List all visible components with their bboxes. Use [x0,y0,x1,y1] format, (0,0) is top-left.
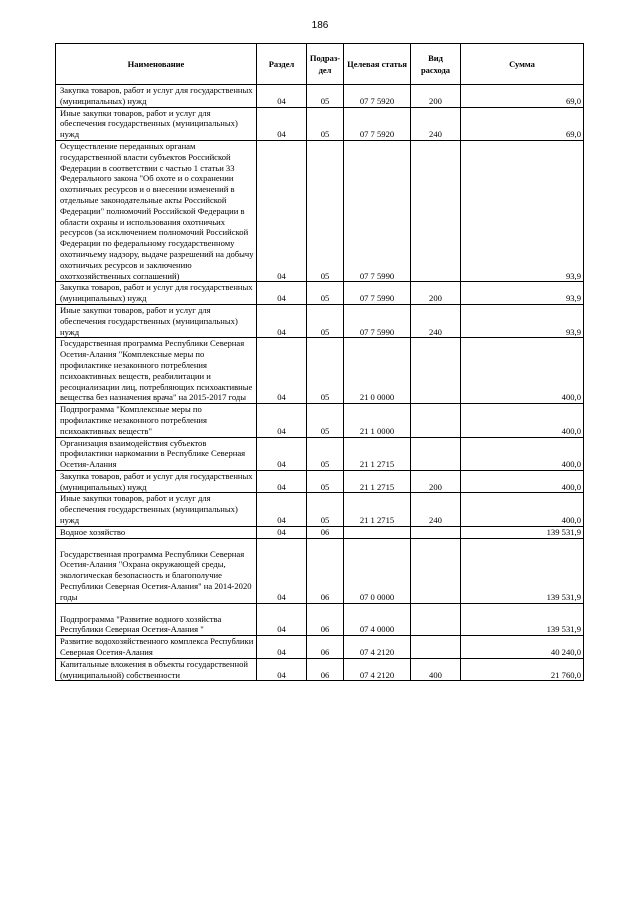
row-subsection-cell: 05 [307,85,344,108]
row-target-article-cell: 07 7 5920 [344,85,411,108]
row-amount-cell: 400,0 [461,493,584,526]
row-section-cell: 04 [257,526,307,538]
header-subsection: Подраз-дел [307,44,344,85]
row-expense-type-cell [411,338,461,404]
row-section-cell: 04 [257,304,307,337]
row-section-cell: 04 [257,658,307,681]
row-target-article-cell: 21 1 2715 [344,493,411,526]
table-row [56,526,584,538]
row-subsection-cell: 06 [307,658,344,681]
table-row [56,140,584,281]
row-target-article-cell: 21 1 0000 [344,404,411,437]
row-amount-cell: 93,9 [461,304,584,337]
row-name-cell: Организация взаимодействия субъектов профилактики наркомании в Республике Северная Осетия-Алания [56,437,257,470]
table-row [56,304,584,337]
row-amount-cell: 40 240,0 [461,636,584,659]
row-expense-type-cell [411,603,461,636]
row-name-cell: Государственная программа Республики Северная Осетия-Алания "Охрана окружающей среды, экологическая безопасность и благополучие Республики Северная Осетия-Алания" на 2014-2020 годы [56,538,257,603]
row-subsection-cell: 05 [307,404,344,437]
row-amount-cell: 69,0 [461,85,584,108]
row-amount-cell: 400,0 [461,470,584,493]
row-subsection-cell: 05 [307,304,344,337]
row-amount-cell: 139 531,9 [461,526,584,538]
row-name-cell: Закупка товаров, работ и услуг для государственных (муниципальных) нужд [56,85,257,108]
table-row [56,538,584,603]
row-expense-type-cell [411,404,461,437]
header-name: Наименование [56,44,257,85]
row-target-article-cell: 21 0 0000 [344,338,411,404]
row-target-article-cell: 07 4 2120 [344,636,411,659]
row-name-cell: Закупка товаров, работ и услуг для государственных (муниципальных) нужд [56,282,257,305]
row-target-article-cell: 07 0 0000 [344,538,411,603]
row-name-cell: Иные закупки товаров, работ и услуг для обеспечения государственных (муниципальных) нужд [56,493,257,526]
row-expense-type-cell [411,140,461,281]
row-target-article-cell: 21 1 2715 [344,470,411,493]
table-row [56,404,584,437]
table-row [56,107,584,140]
row-subsection-cell: 05 [307,493,344,526]
row-expense-type-cell: 400 [411,658,461,681]
row-target-article-cell: 07 7 5920 [344,107,411,140]
table-row [56,658,584,681]
row-target-article-cell: 21 1 2715 [344,437,411,470]
row-section-cell: 04 [257,636,307,659]
row-section-cell: 04 [257,282,307,305]
header-target-article: Целевая статья [344,44,411,85]
row-amount-cell: 21 760,0 [461,658,584,681]
row-name-cell: Подпрограмма "Комплексные меры по профилактике незаконного потребления психоактивных веществ" [56,404,257,437]
row-amount-cell: 400,0 [461,338,584,404]
row-subsection-cell: 05 [307,338,344,404]
table-row [56,603,584,636]
row-section-cell: 04 [257,470,307,493]
row-amount-cell: 139 531,9 [461,538,584,603]
row-name-cell: Подпрограмма "Развитие водного хозяйства Республики Северная Осетия-Алания " [56,603,257,636]
row-section-cell: 04 [257,603,307,636]
table-header-row [56,44,584,85]
row-target-article-cell: 07 4 0000 [344,603,411,636]
row-section-cell: 04 [257,140,307,281]
table-row [56,470,584,493]
row-expense-type-cell [411,636,461,659]
header-amount: Сумма [461,44,584,85]
row-subsection-cell: 05 [307,140,344,281]
row-target-article-cell: 07 7 5990 [344,304,411,337]
row-expense-type-cell [411,526,461,538]
table-row [56,85,584,108]
row-name-cell: Развитие водохозяйственного комплекса Республики Северная Осетия-Алания [56,636,257,659]
row-name-cell: Иные закупки товаров, работ и услуг для обеспечения государственных (муниципальных) нужд [56,304,257,337]
table-row [56,437,584,470]
row-section-cell: 04 [257,85,307,108]
row-amount-cell: 400,0 [461,437,584,470]
header-section: Раздел [257,44,307,85]
row-amount-cell: 93,9 [461,140,584,281]
row-subsection-cell: 05 [307,107,344,140]
row-expense-type-cell: 200 [411,470,461,493]
row-expense-type-cell [411,538,461,603]
row-section-cell: 04 [257,404,307,437]
row-subsection-cell: 05 [307,470,344,493]
row-name-cell: Государственная программа Республики Северная Осетия-Алания "Комплексные меры по профилактике незаконного потребления психоактивных веществ, реабилитации и ресоциализации лиц, потребляющих психоактивные вещества без назначения врача" на 2015-2017 годы [56,338,257,404]
row-target-article-cell [344,526,411,538]
row-target-article-cell: 07 7 5990 [344,140,411,281]
table-row [56,282,584,305]
table-row [56,493,584,526]
row-section-cell: 04 [257,437,307,470]
row-expense-type-cell: 240 [411,493,461,526]
row-subsection-cell: 06 [307,603,344,636]
row-target-article-cell: 07 4 2120 [344,658,411,681]
row-expense-type-cell: 240 [411,107,461,140]
row-amount-cell: 69,0 [461,107,584,140]
row-amount-cell: 93,9 [461,282,584,305]
row-section-cell: 04 [257,107,307,140]
row-subsection-cell: 05 [307,282,344,305]
table-row [56,338,584,404]
row-expense-type-cell: 200 [411,85,461,108]
row-target-article-cell: 07 7 5990 [344,282,411,305]
row-subsection-cell: 05 [307,437,344,470]
row-expense-type-cell: 240 [411,304,461,337]
budget-table [55,43,584,681]
row-subsection-cell: 06 [307,538,344,603]
table-row [56,636,584,659]
row-name-cell: Закупка товаров, работ и услуг для государственных (муниципальных) нужд [56,470,257,493]
row-section-cell: 04 [257,538,307,603]
header-expense-type: Вид расхода [411,44,461,85]
row-subsection-cell: 06 [307,526,344,538]
row-amount-cell: 139 531,9 [461,603,584,636]
row-section-cell: 04 [257,338,307,404]
row-subsection-cell: 06 [307,636,344,659]
row-expense-type-cell [411,437,461,470]
row-expense-type-cell: 200 [411,282,461,305]
row-section-cell: 04 [257,493,307,526]
row-name-cell: Иные закупки товаров, работ и услуг для обеспечения государственных (муниципальных) нужд [56,107,257,140]
row-name-cell: Осуществление переданных органам государственной власти субъектов Российской Федерации в соответствии с частью 1 статьи 33 Федерального закона "Об охоте и о сохранении охотничьих ресурсов и о внесении изменений в отдельные законодательные акты Российской Федерации" полномочий Российской Федерации в области охраны и использования охотничьих ресурсов (за исключением полномочий Российской Федерации по федеральному государственному охотничьему надзору, выдаче разрешений на добычу охотничьих ресурсов и заключению охотхозяйственных соглашений) [56,140,257,281]
row-name-cell: Капитальные вложения в объекты государственной (муниципальной) собственности [56,658,257,681]
row-name-cell: Водное хозяйство [56,526,257,538]
page-number: 186 [311,20,329,31]
row-amount-cell: 400,0 [461,404,584,437]
